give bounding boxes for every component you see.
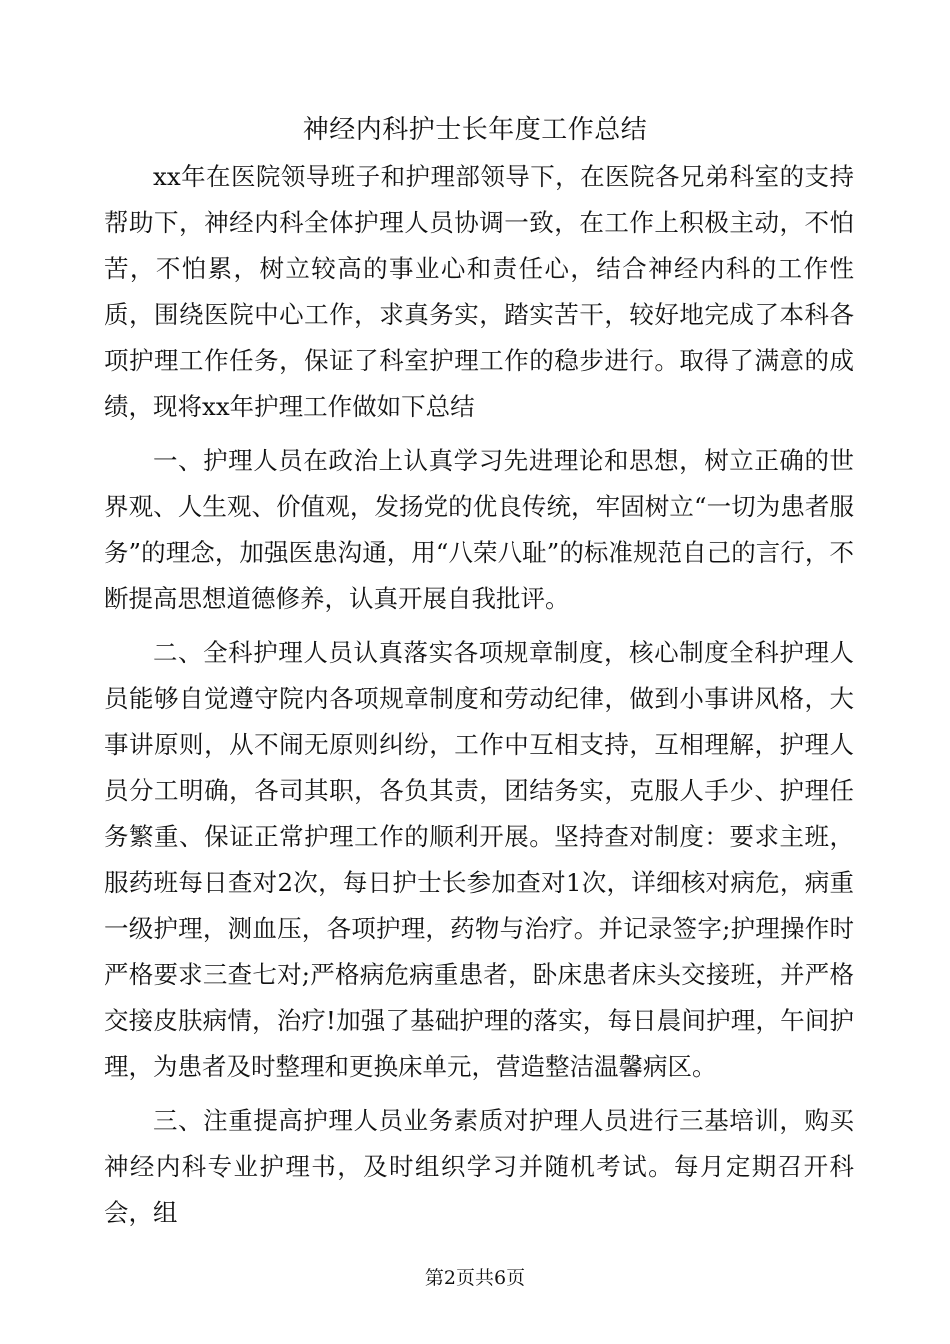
paragraph-section-2: 二、全科护理人员认真落实各项规章制度，核心制度全科护理人员能够自觉遵守院内各项规章制度和劳动纪律，做到小事讲风格，大事讲原则，从不闹无原则纠纷，工作中互相支持，互相理解，护理人员分工明确，各司其职，各负其责，团结务实，克服人手少、护理任务繁重、保证正常护理工作的顺利开展。坚持查对制度：要求主班，服药班每日查对2次，每日护士长参加查对1次，详细核对病危，病重一级护理，测血压，各项护理，药物与治疗。并记录签字;护理操作时严格要求三查七对;严格病危病重患者，卧床患者床头交接班，并严格交接皮肤病情，治疗!加强了基础护理的落实，每日晨间护理，午间护理，为患者及时整理和更换床单元，营造整洁温馨病区。 — [104, 638, 854, 1081]
page-number-footer: 第2页共6页 — [424, 1267, 526, 1289]
paragraph-section-3: 三、注重提高护理人员业务素质对护理人员进行三基培训，购买神经内科专业护理书，及时组织学习并随机考试。每月定期召开科会，组 — [104, 1106, 854, 1227]
document-title: 神经内科护士长年度工作总结 — [302, 115, 648, 145]
paragraph-section-1: 一、护理人员在政治上认真学习先进理论和思想，树立正确的世界观、人生观、价值观，发扬党的优良传统，牢固树立“一切为患者服务”的理念，加强医患沟通，用“八荣八耻”的标准规范自己的言行，不断提高思想道德修养，认真开展自我批评。 — [104, 446, 854, 613]
paragraph-intro: xx年在医院领导班子和护理部领导下，在医院各兄弟科室的支持帮助下，神经内科全体护理人员协调一致，在工作上积极主动，不怕苦，不怕累，树立较高的事业心和责任心，结合神经内科的工作性质，围绕医院中心工作，求真务实，踏实苦干，较好地完成了本科各项护理工作任务，保证了科室护理工作的稳步进行。取得了满意的成绩，现将xx年护理工作做如下总结 — [104, 162, 854, 421]
document-body — [104, 154, 854, 1244]
